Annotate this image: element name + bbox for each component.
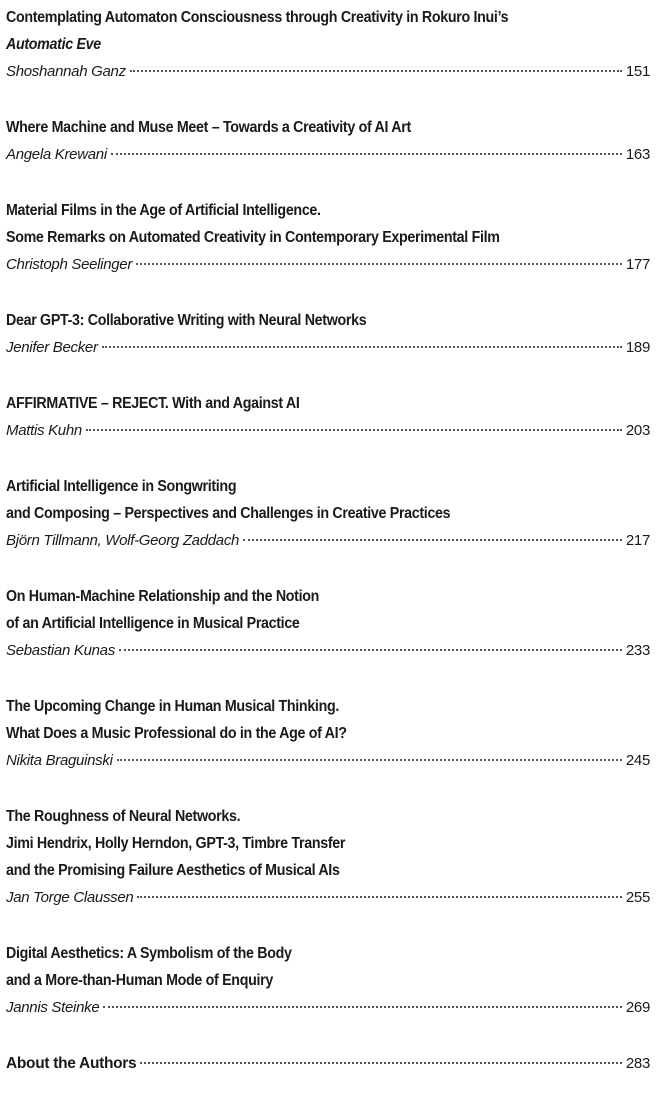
entry-title-line: Artificial Intelligence in Songwriting (6, 478, 237, 495)
dot-leader (140, 1061, 622, 1064)
entry-title-line: Dear GPT-3: Collaborative Writing with Neural Networks (6, 312, 367, 329)
entry-title-line: On Human-Machine Relationship and the Notion (6, 588, 320, 605)
entry-title-line: The Roughness of Neural Networks. (6, 808, 241, 825)
toc-entry[interactable] (6, 197, 650, 278)
entry-author-row (6, 251, 650, 278)
entry-page-number: 255 (625, 889, 650, 906)
entry-page-number: 283 (625, 1055, 650, 1072)
entry-title-line: Some Remarks on Automated Creativity in Contemporary Experimental Film (6, 229, 500, 246)
dot-leader (117, 758, 622, 761)
entry-author-row (6, 58, 650, 85)
dot-leader (130, 69, 622, 72)
entry-author: Shoshannah Ganz (6, 63, 126, 80)
entry-author-row (6, 334, 650, 361)
dot-leader (86, 428, 622, 431)
entry-title-italic-line: Automatic Eve (6, 36, 101, 53)
toc-entry[interactable] (6, 940, 650, 1021)
entry-title-line: and Composing – Perspectives and Challenges in Creative Practices (6, 505, 451, 522)
entry-author: Jenifer Becker (6, 339, 98, 356)
toc-entry[interactable] (6, 4, 650, 85)
entry-author-row (6, 141, 650, 168)
entry-author: Jannis Steinke (6, 999, 100, 1016)
entry-title-line: Where Machine and Muse Meet – Towards a Creativity of AI Art (6, 119, 411, 136)
entry-author-row (6, 637, 650, 664)
entry-title-line: and a More-than-Human Mode of Enquiry (6, 972, 273, 989)
entry-title-line: Digital Aesthetics: A Symbolism of the Body (6, 945, 292, 962)
entry-author-row (6, 884, 650, 911)
entry-page-number: 233 (625, 642, 650, 659)
entry-author-row (6, 417, 650, 444)
toc-entry[interactable] (6, 583, 650, 664)
entry-author: Mattis Kuhn (6, 422, 82, 439)
entry-author-row (6, 1050, 650, 1077)
entry-title-line: The Upcoming Change in Human Musical Thinking. (6, 698, 339, 715)
entry-title-line: Material Films in the Age of Artificial Intelligence. (6, 202, 321, 219)
table-of-contents (6, 4, 650, 1106)
entry-page-number: 269 (625, 999, 650, 1016)
entry-title-line: of an Artificial Intelligence in Musical Practice (6, 615, 300, 632)
dot-leader (243, 538, 622, 541)
toc-entry[interactable] (6, 114, 650, 168)
entry-author: Björn Tillmann, Wolf-Georg Zaddach (6, 532, 240, 549)
dot-leader (111, 152, 622, 155)
entry-author: Christoph Seelinger (6, 256, 133, 273)
entry-title-line: What Does a Music Professional do in the Age of AI? (6, 725, 347, 742)
toc-entry[interactable] (6, 693, 650, 774)
toc-entry[interactable] (6, 307, 650, 361)
about-the-authors-title: About the Authors (6, 1055, 137, 1072)
toc-entry[interactable] (6, 473, 650, 554)
dot-leader (102, 345, 622, 348)
entry-author: Nikita Braguinski (6, 752, 113, 769)
entry-author: Jan Torge Claussen (6, 889, 134, 906)
entry-author: Angela Krewani (6, 146, 107, 163)
dot-leader (137, 895, 621, 898)
entry-page-number: 163 (625, 146, 650, 163)
toc-entry[interactable] (6, 803, 650, 911)
toc-entry[interactable] (6, 390, 650, 444)
entry-page-number: 189 (625, 339, 650, 356)
entry-title-line: Contemplating Automaton Consciousness through Creativity in Rokuro Inui’s (6, 9, 509, 26)
entry-page-number: 245 (625, 752, 650, 769)
entry-page-number: 177 (625, 256, 650, 273)
dot-leader (136, 262, 622, 265)
entry-page-number: 151 (625, 63, 650, 80)
entry-author-row (6, 747, 650, 774)
dot-leader (103, 1005, 622, 1008)
entry-page-number: 203 (625, 422, 650, 439)
entry-author-row (6, 527, 650, 554)
dot-leader (119, 648, 622, 651)
entry-title-line: AFFIRMATIVE – REJECT. With and Against AI (6, 395, 300, 412)
entry-title-line: Jimi Hendrix, Holly Herndon, GPT-3, Timbre Transfer (6, 835, 346, 852)
entry-page-number: 217 (625, 532, 650, 549)
toc-entry[interactable] (6, 1050, 650, 1077)
entry-author: Sebastian Kunas (6, 642, 115, 659)
entry-author-row (6, 994, 650, 1021)
entry-title-line: and the Promising Failure Aesthetics of Musical AIs (6, 862, 340, 879)
